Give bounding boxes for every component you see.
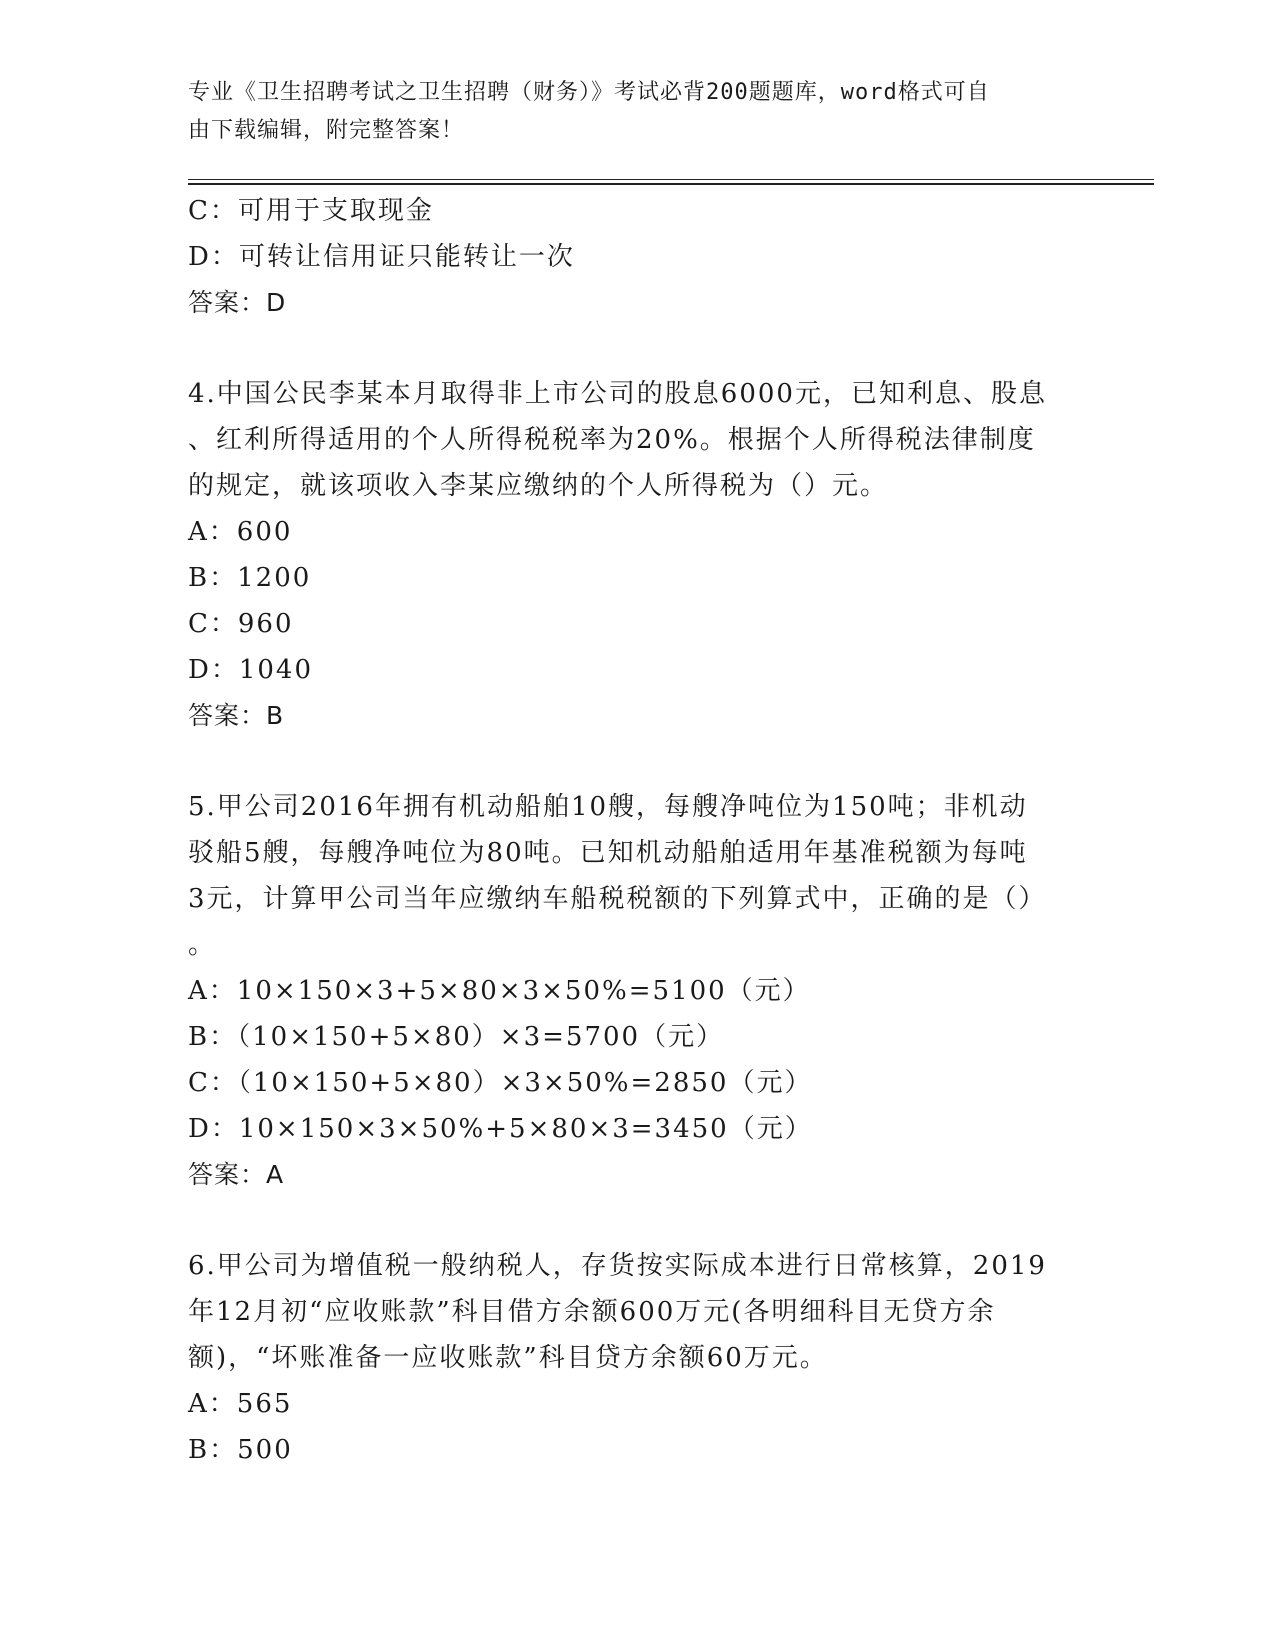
q4-stem-line: 、红利所得适用的个人所得税税率为20%。根据个人所得税法律制度 (188, 425, 1036, 455)
spacer (188, 739, 1068, 784)
q5-option-b: B：（10×150+5×80）×3=5700（元） (188, 1022, 725, 1052)
q3-option-c: C：可用于支取现金 (188, 196, 434, 226)
q5-option-d: D：10×150×3×50%+5×80×3=3450（元） (188, 1114, 813, 1144)
q3-answer: 答案：D (188, 288, 287, 317)
q5-stem-line: 3元，计算甲公司当年应缴纳车船税税额的下列算式中，正确的是（） (188, 884, 1047, 914)
q3-option-d: D：可转让信用证只能转让一次 (188, 242, 575, 272)
q4-option-d: D：1040 (188, 655, 314, 685)
q6-stem-line: 额)，“坏账准备一应收账款”科目贷方余额60万元。 (188, 1343, 828, 1373)
document-body (188, 188, 1068, 1473)
q4-stem-line: 4.中国公民李某本月取得非上市公司的股息6000元，已知利息、股息 (188, 379, 1047, 409)
header-rule-thick (188, 183, 1154, 185)
q5-answer: 答案：A (188, 1160, 285, 1189)
question-4 (188, 371, 1068, 739)
q4-option-a: A：600 (188, 517, 293, 547)
question-6 (188, 1243, 1068, 1473)
question-5 (188, 784, 1068, 1198)
q6-stem-line: 年12月初“应收账款”科目借方余额600万元(各明细科目无贷方余 (188, 1297, 996, 1327)
q5-stem-line: 5.甲公司2016年拥有机动船舶10艘，每艘净吨位为150吨；非机动 (188, 792, 1028, 822)
header-line-1: 专业《卫生招聘考试之卫生招聘（财务）》考试必背200题题库，word格式可自 (188, 80, 990, 105)
q6-option-a: A：565 (188, 1389, 293, 1419)
q5-stem-line: 。 (188, 930, 217, 960)
q5-stem-line: 驳船5艘，每艘净吨位为80吨。已知机动船舶适用年基准税额为每吨 (188, 838, 1028, 868)
q4-option-c: C：960 (188, 609, 294, 639)
q4-stem-line: 的规定，就该项收入李某应缴纳的个人所得税为（）元。 (188, 471, 889, 501)
q6-option-b: B：500 (188, 1435, 293, 1465)
q4-option-b: B：1200 (188, 563, 312, 593)
spacer (188, 326, 1068, 371)
header-rule-thin (188, 179, 1154, 180)
spacer (188, 1198, 1068, 1243)
header-line-2: 由下载编辑，附完整答案！ (188, 118, 465, 143)
q5-option-a: A：10×150×3+5×80×3×50%=5100（元） (188, 976, 811, 1006)
q6-stem-line: 6.甲公司为增值税一般纳税人，存货按实际成本进行日常核算，2019 (188, 1251, 1047, 1281)
q4-answer: 答案：B (188, 701, 285, 730)
q5-option-c: C：（10×150+5×80）×3×50%=2850（元） (188, 1068, 813, 1098)
document-header (188, 74, 1068, 150)
